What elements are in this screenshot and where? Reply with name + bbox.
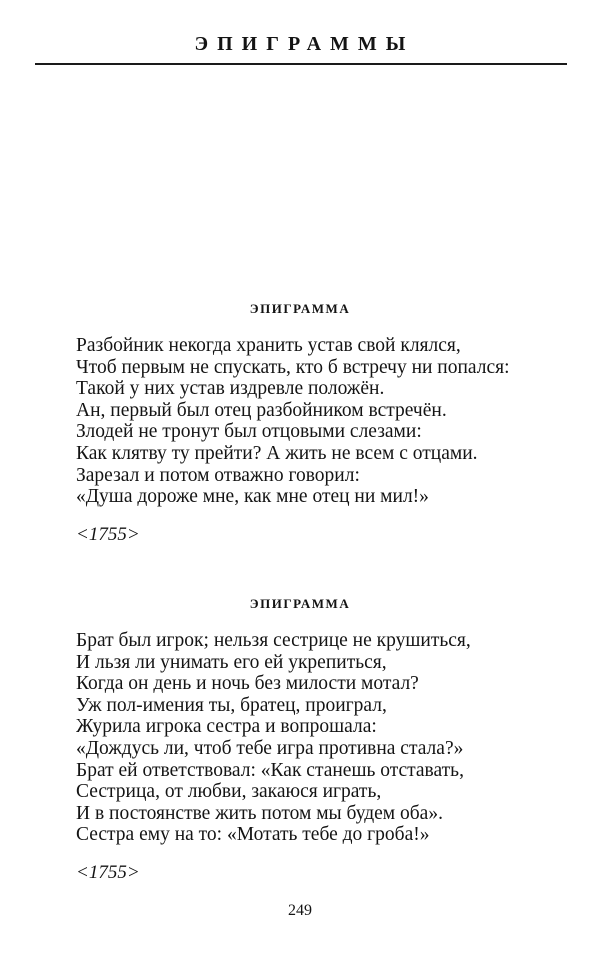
- poem-line: Как клятву ту прейти? А жить не всем с отцами.: [76, 442, 478, 464]
- poem-line: Зарезал и потом отважно говорил:: [76, 464, 360, 486]
- poem-line: Сестрица, от любви, закаюся играть,: [76, 781, 382, 803]
- poem-line: Когда он день и ночь без милости мотал?: [76, 673, 419, 695]
- poem-line: «Душа дороже мне, как мне отец ни мил!»: [76, 486, 429, 508]
- poem-line: Сестра ему на то: «Мотать тебе до гроба!»: [76, 824, 430, 846]
- poem-1: [76, 301, 576, 546]
- poem-line: Злодей не тронут был отцовыми слезами:: [76, 421, 422, 443]
- poem-line: Брат был игрок; нельзя сестрице не крушиться,: [76, 630, 471, 651]
- poem-2: [76, 596, 576, 884]
- page-number: 249: [288, 902, 312, 919]
- poem-line: И льзя ли унимать его ей укрепиться,: [76, 651, 387, 673]
- poem-line: Чтоб первым не спускать, кто б встречу ни попался:: [76, 356, 510, 378]
- poem-line: Брат ей ответствовал: «Как станешь отставать,: [76, 759, 464, 781]
- poem-line: Ан, первый был отец разбойником встречён.: [76, 399, 447, 421]
- poem-line: И в постоянстве жить потом мы будем оба».: [76, 802, 443, 824]
- poem-line: Разбойник некогда хранить устав свой клялся,: [76, 335, 461, 356]
- poem-line: Журила игрока сестра и вопрошала:: [76, 716, 377, 738]
- poem-title: ЭПИГРАММА: [249, 596, 351, 611]
- poem-line: Уж пол-имения ты, братец, проиграл,: [76, 694, 387, 716]
- header-rule: [35, 63, 567, 65]
- poem-line: Такой у них устав издревле положён.: [76, 378, 385, 400]
- poem-line: «Дождусь ли, чтоб тебе игра противна стала?»: [76, 737, 464, 759]
- running-head: ЭПИГРАММЫ: [194, 33, 415, 55]
- poem-title: ЭПИГРАММА: [249, 301, 351, 316]
- poem-date: <1755>: [76, 861, 140, 883]
- poem-date: <1755>: [76, 523, 140, 545]
